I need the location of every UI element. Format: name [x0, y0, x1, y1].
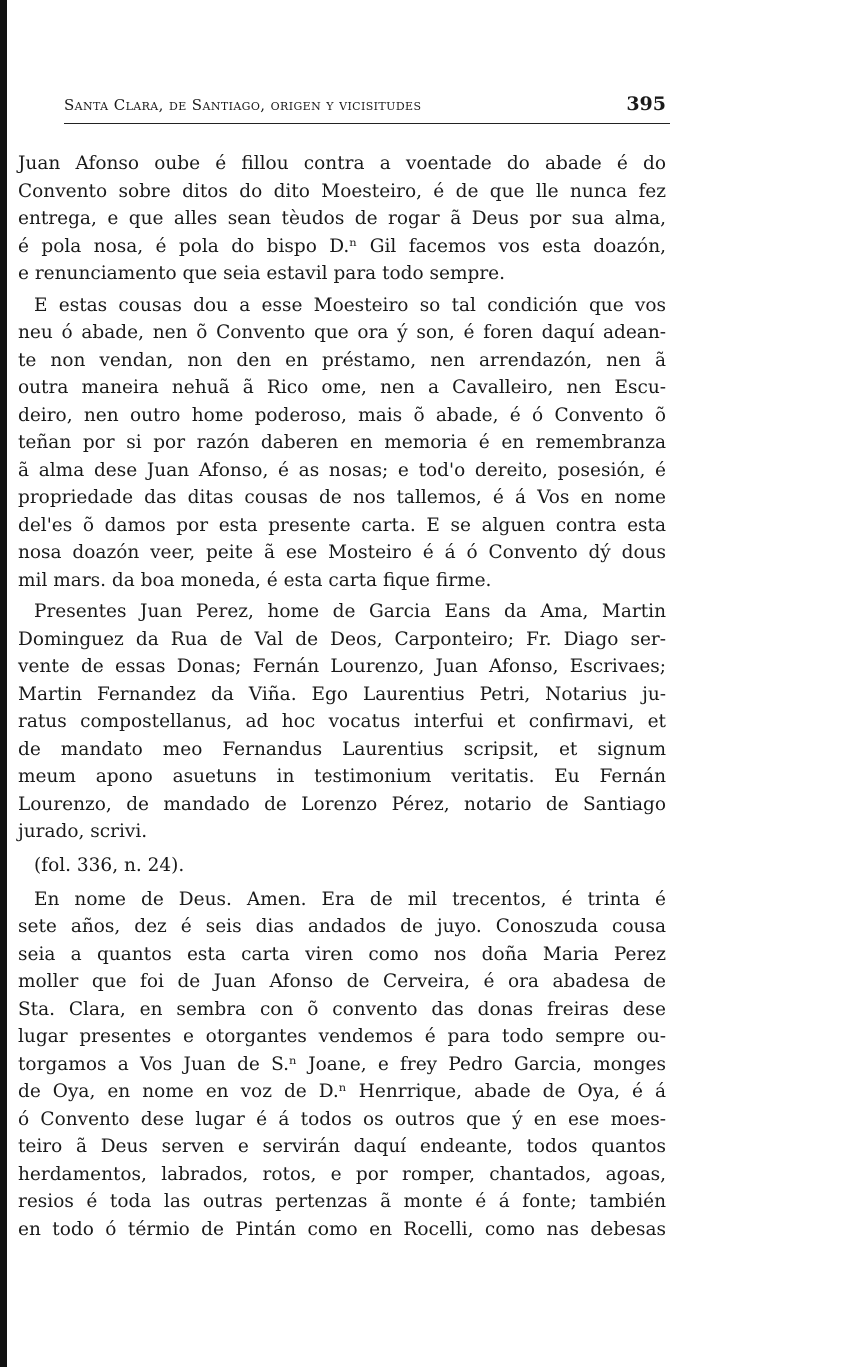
text-line: teñan por si por razón daberen en memoria é en remembranza: [18, 432, 666, 453]
text-line: en todo ó térmio de Pintán como en Rocelli, como nas debesas: [18, 1218, 666, 1240]
text-line: mil mars. da boa moneda, é esta carta fique firme.: [18, 569, 492, 591]
text-line: de Oya, en nome en voz de D.ⁿ Henrrique, abade de Oya, é á: [18, 1081, 666, 1102]
text-line: herdamentos, labrados, rotos, e por romper, chantados, agoas,: [18, 1163, 666, 1185]
text-line: Juan Afonso oube é fillou contra a voentade do abade é do: [18, 153, 666, 174]
text-line: teiro ã Deus serven e servirán daquí endeante, todos quantos: [18, 1136, 666, 1157]
running-title: Santa Clara, de Santiago, origen y vicisitudes: [64, 96, 422, 114]
paragraph-4: [18, 886, 666, 1244]
text-line: meum apono asuetuns in testimonium veritatis. Eu Fernán: [18, 766, 666, 787]
text-line: En nome de Deus. Amen. Era de mil trecentos, é trinta é: [34, 888, 666, 910]
text-line: torgamos a Vos Juan de S.ⁿ Joane, e frey Pedro Garcia, monges: [18, 1053, 666, 1075]
text-line: ó Convento dese lugar é á todos os outros que ý en ese moes-: [18, 1108, 666, 1130]
text-line: entrega, e que alles sean tèudos de rogar ã Deus por sua alma,: [18, 208, 666, 229]
text-line: Presentes Juan Perez, home de Garcia Eans da Ama, Martin: [34, 601, 666, 622]
text-line: de mandato meo Fernandus Laurentius scripsit, et signum: [18, 738, 666, 760]
text-line: seia a quantos esta carta viren como nos doña Maria Perez: [18, 943, 666, 965]
text-line: neu ó abade, nen õ Convento que ora ý son, é foren daquí adean-: [18, 322, 666, 343]
text-line: ã alma dese Juan Afonso, é as nosas; e tod'o dereito, posesión, é: [18, 459, 666, 481]
paragraph-2: [18, 292, 666, 595]
paragraph-1: [18, 150, 666, 288]
text-line: Martin Fernandez da Viña. Ego Laurentius Petri, Notarius ju-: [18, 683, 666, 705]
text-line: E estas cousas dou a esse Moesteiro so tal condición que vos: [34, 294, 666, 316]
text-line: ratus compostellanus, ad hoc vocatus interfui et confirmavi, et: [18, 711, 666, 732]
text-line: deiro, nen outro home poderoso, mais õ abade, é ó Convento õ: [18, 404, 666, 426]
text-line: resios é toda las outras pertenzas ã monte é á fonte; también: [18, 1191, 666, 1212]
text-line: moller que foi de Juan Afonso de Cerveira, é ora abadesa de: [18, 971, 666, 992]
text-line: Dominguez da Rua de Val de Deos, Carponteiro; Fr. Diago ser-: [18, 628, 666, 650]
page-binding-edge: [0, 0, 7, 1367]
text-line: Lourenzo, de mandado de Lorenzo Pérez, notario de Santiago: [18, 793, 666, 815]
text-line: Sta. Clara, en sembra con õ convento das donas freiras dese: [18, 998, 666, 1020]
body-text: [18, 150, 666, 1243]
running-header: [64, 93, 670, 124]
text-line: te non vendan, non den en préstamo, nen arrendazón, nen ã: [18, 349, 666, 371]
text-line: lugar presentes e otorgantes vendemos é para todo sempre ou-: [18, 1026, 666, 1047]
text-line: outra maneira nehuã ã Rico ome, nen a Cavalleiro, nen Escu-: [18, 377, 666, 398]
paragraph-3: [18, 598, 666, 846]
text-line: Convento sobre ditos do dito Moesteiro, é de que lle nunca fez: [18, 180, 666, 202]
page-number: 395: [626, 93, 666, 115]
text-line: jurado, scrivi.: [18, 821, 148, 842]
text-line: vente de essas Donas; Fernán Lourenzo, Juan Afonso, Escrivaes;: [18, 656, 666, 677]
text-line: e renunciamento que seia estavil para todo sempre.: [18, 263, 506, 284]
text-line: sete años, dez é seis dias andados de juyo. Conoszuda cousa: [18, 916, 666, 937]
text-line: é pola nosa, é pola do bispo D.ⁿ Gil facemos vos esta doazón,: [18, 235, 666, 257]
folio-citation: (fol. 336, n. 24).: [34, 854, 185, 876]
text-line: nosa doazón veer, peite ã ese Mosteiro é á ó Convento dý dous: [18, 542, 666, 563]
text-line: propriedade das ditas cousas de nos tallemos, é á Vos en nome: [18, 487, 666, 508]
text-line: del'es õ damos por esta presente carta. E se alguen contra esta: [18, 514, 666, 536]
